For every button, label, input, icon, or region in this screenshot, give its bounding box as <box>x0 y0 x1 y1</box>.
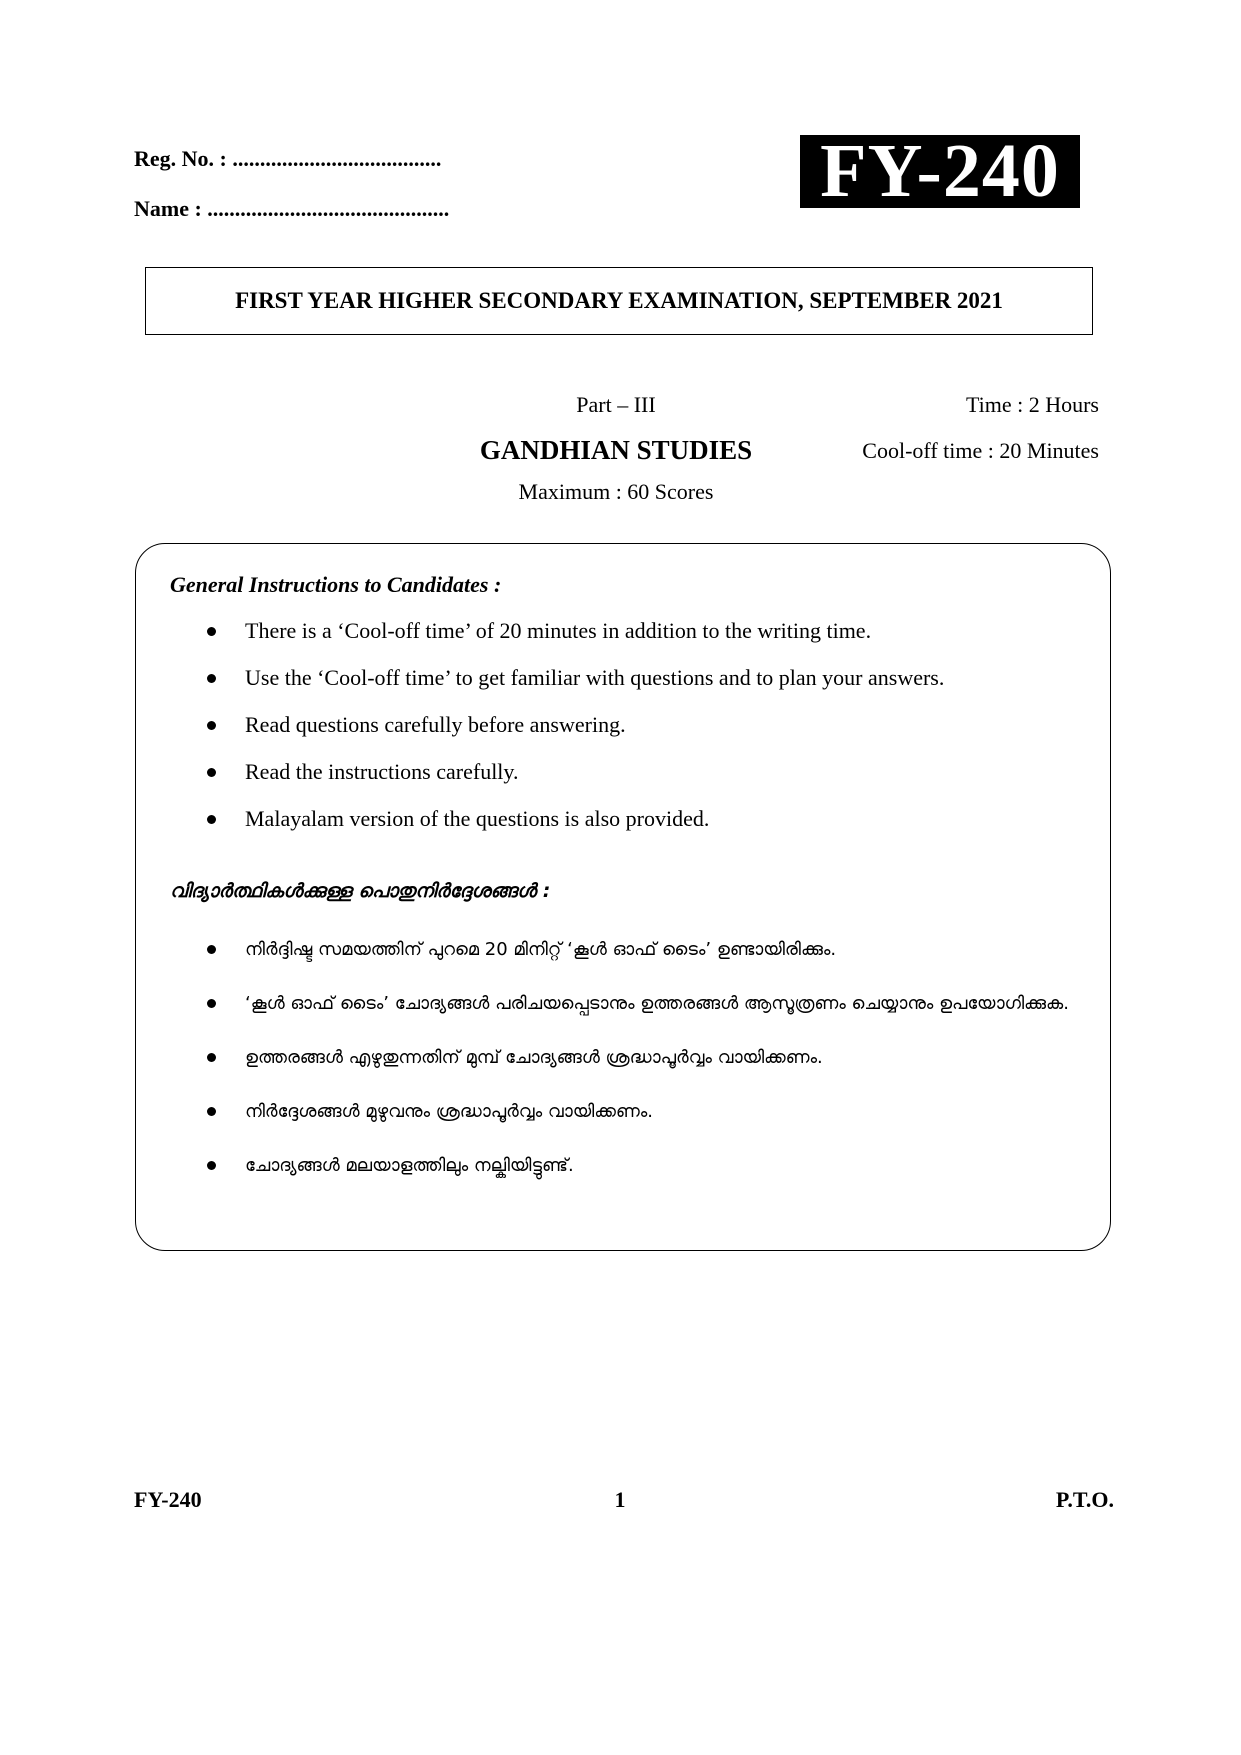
list-item <box>195 802 1075 849</box>
instructions-title-ml: വിദ്യാർത്ഥികൾക്കുള്ള പൊതുനിർദ്ദേശങ്ങൾ : <box>170 880 551 902</box>
bullet-icon <box>207 721 216 730</box>
maximum-scores: Maximum : 60 Scores <box>518 479 714 504</box>
page-number: 1 <box>614 1487 626 1512</box>
exam-title: FIRST YEAR HIGHER SECONDARY EXAMINATION, SEPTEMBER 2021 <box>145 267 1093 335</box>
list-item <box>195 661 1075 708</box>
list-item <box>195 984 1085 1024</box>
instructions-list-en <box>195 614 1075 849</box>
bullet-icon <box>207 945 216 954</box>
paper-code-badge: FY-240 <box>800 135 1080 208</box>
list-item <box>195 1146 1085 1186</box>
instruction-text: Malayalam version of the questions is also provided. <box>245 806 710 831</box>
list-item <box>195 1038 1085 1078</box>
instruction-text: Read questions carefully before answering. <box>245 712 626 737</box>
list-item <box>195 1092 1085 1132</box>
instruction-text: ഉത്തരങ്ങൾ എഴുതുന്നതിന് മുമ്പ് ചോദ്യങ്ങൾ ശ്രദ്ധാപൂർവ്വം വായിക്കണം. <box>245 1047 823 1068</box>
instruction-text: Use the ‘Cool-off time’ to get familiar with questions and to plan your answers. <box>245 665 945 690</box>
bullet-icon <box>207 999 216 1008</box>
instruction-text: നിർദ്ദേശങ്ങൾ മുഴുവനും ശ്രദ്ധാപൂർവ്വം വായിക്കണം. <box>245 1101 653 1122</box>
instruction-text: ‘കൂൾ ഓഫ് ടൈം’ ചോദ്യങ്ങൾ പരിചയപ്പെടാനും ഉത്തരങ്ങൾ ആസൂത്രണം ചെയ്യാനും ഉപയോഗിക്കുക. <box>245 993 1069 1014</box>
bullet-icon <box>207 1107 216 1116</box>
bullet-icon <box>207 768 216 777</box>
footer-paper-code: FY-240 <box>134 1487 202 1512</box>
bullet-icon <box>207 815 216 824</box>
instructions-list-ml <box>195 930 1085 1200</box>
list-item <box>195 614 1075 661</box>
instructions-title-en: General Instructions to Candidates : <box>170 572 502 597</box>
bullet-icon <box>207 674 216 683</box>
bullet-icon <box>207 1053 216 1062</box>
footer-pto: P.T.O. <box>1055 1487 1114 1512</box>
list-item <box>195 930 1085 970</box>
exam-part: Part – III <box>576 392 656 417</box>
exam-subject: GANDHIAN STUDIES <box>479 435 753 465</box>
list-item <box>195 755 1075 802</box>
instruction-text: There is a ‘Cool-off time’ of 20 minutes in addition to the writing time. <box>245 618 872 643</box>
instruction-text: ചോദ്യങ്ങൾ മലയാളത്തിലും നല്കിയിട്ടുണ്ട്. <box>245 1155 574 1176</box>
cooloff-time: Cool-off time : 20 Minutes <box>862 438 1099 463</box>
list-item <box>195 708 1075 755</box>
instruction-text: നിർദ്ദിഷ്ട സമയത്തിന് പുറമെ 20 മിനിറ്റ് ‘കൂൾ ഓഫ് ടൈം’ ഉണ്ടായിരിക്കും. <box>245 939 837 960</box>
bullet-icon <box>207 627 216 636</box>
bullet-icon <box>207 1161 216 1170</box>
name-line: Name : ............................................ <box>134 196 450 221</box>
exam-time: Time : 2 Hours <box>965 392 1099 417</box>
instruction-text: Read the instructions carefully. <box>245 759 519 784</box>
reg-no-line: Reg. No. : ...................................... <box>134 146 442 171</box>
